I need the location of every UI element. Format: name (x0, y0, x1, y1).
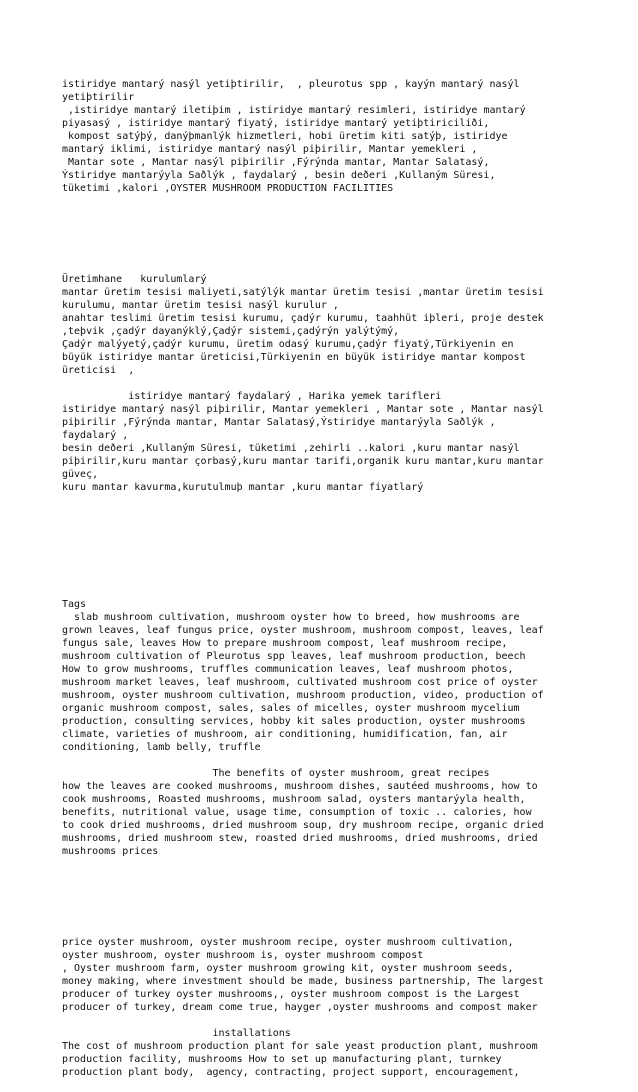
text-line: how the leaves are cooked mushrooms, mushroom dishes, sautéed mushrooms, how to (62, 781, 538, 792)
section-oyster-mushroom-turkish (62, 78, 582, 195)
section-installations-english (62, 936, 582, 1079)
text-line: istiridye mantarý nasýl yetiþtirilir, , pleurotus spp , kayýn mantarý nasýl (62, 79, 520, 90)
text-line: ,istiridye mantarý iletiþim , istiridye mantarý resimleri, istiridye mantarý (62, 105, 526, 116)
text-line: mantar üretim tesisi maliyeti,satýlýk mantar üretim tesisi ,mantar üretim tesisi (62, 287, 544, 298)
text-line: anahtar teslimi üretim tesisi kurumu, çadýr kurumu, taahhüt iþleri, proje destek (62, 313, 544, 324)
text-line: mushroom, oyster mushroom cultivation, mushroom production, video, production of (62, 690, 544, 701)
text-line: piyasasý , istiridye mantarý fiyatý, istiridye mantarý yetiþtiriciliði, (62, 118, 490, 129)
text-line: producer of turkey, dream come true, hayger ,oyster mushrooms and compost maker (62, 1002, 538, 1013)
text-line: istiridye mantarý faydalarý , Harika yemek tarifleri (62, 391, 442, 402)
text-line: production plant body, agency, contracting, project support, encouragement, (62, 1067, 520, 1078)
text-line: istiridye mantarý nasýl piþirilir, Mantar yemekleri , Mantar sote , Mantar nasýl (62, 404, 544, 415)
text-line: fungus sale, leaves How to prepare mushroom compost, leaf mushroom recipe, (62, 638, 508, 649)
text-line: faydalarý , (62, 430, 129, 441)
text-line: to cook dried mushrooms, dried mushroom soup, dry mushroom recipe, organic dried (62, 820, 544, 831)
document-page (62, 52, 582, 1092)
text-line: grown leaves, leaf fungus price, oyster mushroom, mushroom compost, leaves, leaf (62, 625, 544, 636)
text-line: How to grow mushrooms, truffles communication leaves, leaf mushroom photos, (62, 664, 514, 675)
text-line: cook mushrooms, Roasted mushrooms, mushroom salad, oysters mantarýyla health, (62, 794, 526, 805)
text-line: Çadýr malýyetý,çadýr kurumu, üretim odasý kurumu,çadýr fiyatý,Türkiyenin en (62, 339, 514, 350)
text-line: piþirilir,kuru mantar çorbasý,kuru mantar tarifi,organik kuru mantar,kuru mantar (62, 456, 544, 467)
text-line: mushrooms prices (62, 846, 159, 857)
text-line: kurulumu, mantar üretim tesisi nasýl kurulur , (62, 300, 339, 311)
text-line: Ýstiridye mantarýyla Saðlýk , faydalarý , besin deðeri ,Kullaným Süresi, (62, 170, 496, 181)
text-line: conditioning, lamb belly, truffle (62, 742, 261, 753)
text-line: , Oyster mushroom farm, oyster mushroom growing kit, oyster mushroom seeds, (62, 963, 514, 974)
text-line: slab mushroom cultivation, mushroom oyster how to breed, how mushrooms are (62, 612, 520, 623)
text-line: The benefits of oyster mushroom, great recipes (62, 768, 490, 779)
text-line: yetiþtirilir (62, 92, 135, 103)
text-line: installations (62, 1028, 291, 1039)
text-line: ,teþvik ,çadýr dayanýklý,Çadýr sistemi,çadýrýn yalýtýmý, (62, 326, 400, 337)
text-line: Üretimhane kurulumlarý (62, 274, 207, 285)
text-line: mushrooms, dried mushroom stew, roasted dried mushrooms, dried mushrooms, dried (62, 833, 538, 844)
text-line: money making, where investment should be made, business partnership, The largest (62, 976, 544, 987)
section-production-facilities-turkish (62, 273, 582, 494)
text-line: price oyster mushroom, oyster mushroom recipe, oyster mushroom cultivation, (62, 937, 514, 948)
text-line: Tags (62, 599, 87, 610)
text-line: Mantar sote , Mantar nasýl piþirilir ,Fýrýnda mantar, Mantar Salatasý, (62, 157, 490, 168)
text-line: güveç, (62, 469, 99, 480)
text-line: mantarý iklimi, istiridye mantarý nasýl piþirilir, Mantar yemekleri , (62, 144, 478, 155)
text-line: tüketimi ,kalori ,OYSTER MUSHROOM PRODUCTION FACILITIES (62, 183, 394, 194)
text-line: oyster mushroom, oyster mushroom is, oyster mushroom compost (62, 950, 424, 961)
text-line: benefits, nutritional value, usage time, consumption of toxic .. calories, how (62, 807, 532, 818)
text-line: production, consulting services, hobby kit sales production, oyster mushrooms (62, 716, 526, 727)
text-line: production facility, mushrooms How to set up manufacturing plant, turnkey (62, 1054, 502, 1065)
text-line: mushroom cultivation of Pleurotus spp leaves, leaf mushroom production, beech (62, 651, 526, 662)
text-line: besin deðeri ,Kullaným Süresi, tüketimi ,zehirli ..kalori ,kuru mantar nasýl (62, 443, 520, 454)
text-line: kuru mantar kavurma,kurutulmuþ mantar ,kuru mantar fiyatlarý (62, 482, 424, 493)
text-line: üreticisi , (62, 365, 135, 376)
text-line (62, 754, 582, 767)
text-line: producer of turkey oyster mushrooms,, oyster mushroom compost is the Largest (62, 989, 520, 1000)
text-line: piþirilir ,Fýrýnda mantar, Mantar Salatasý,Ýstiridye mantarýyla Saðlýk , (62, 417, 496, 428)
text-line (62, 1014, 582, 1027)
text-line: organic mushroom compost, sales, sales of micelles, oyster mushroom mycelium (62, 703, 520, 714)
text-line (62, 377, 582, 390)
text-line: climate, varieties of mushroom, air conditioning, humidification, fan, air (62, 729, 508, 740)
text-line: mushroom market leaves, leaf mushroom, cultivated mushroom cost price of oyster (62, 677, 538, 688)
text-line: The cost of mushroom production plant for sale yeast production plant, mushroom (62, 1041, 538, 1052)
text-line: kompost satýþý, danýþmanlýk hizmetleri, hobi üretim kiti satýþ, istiridye (62, 131, 508, 142)
section-tags-english (62, 598, 582, 858)
text-line: büyük istiridye mantar üreticisi,Türkiyenin en büyük istiridye mantar kompost (62, 352, 526, 363)
